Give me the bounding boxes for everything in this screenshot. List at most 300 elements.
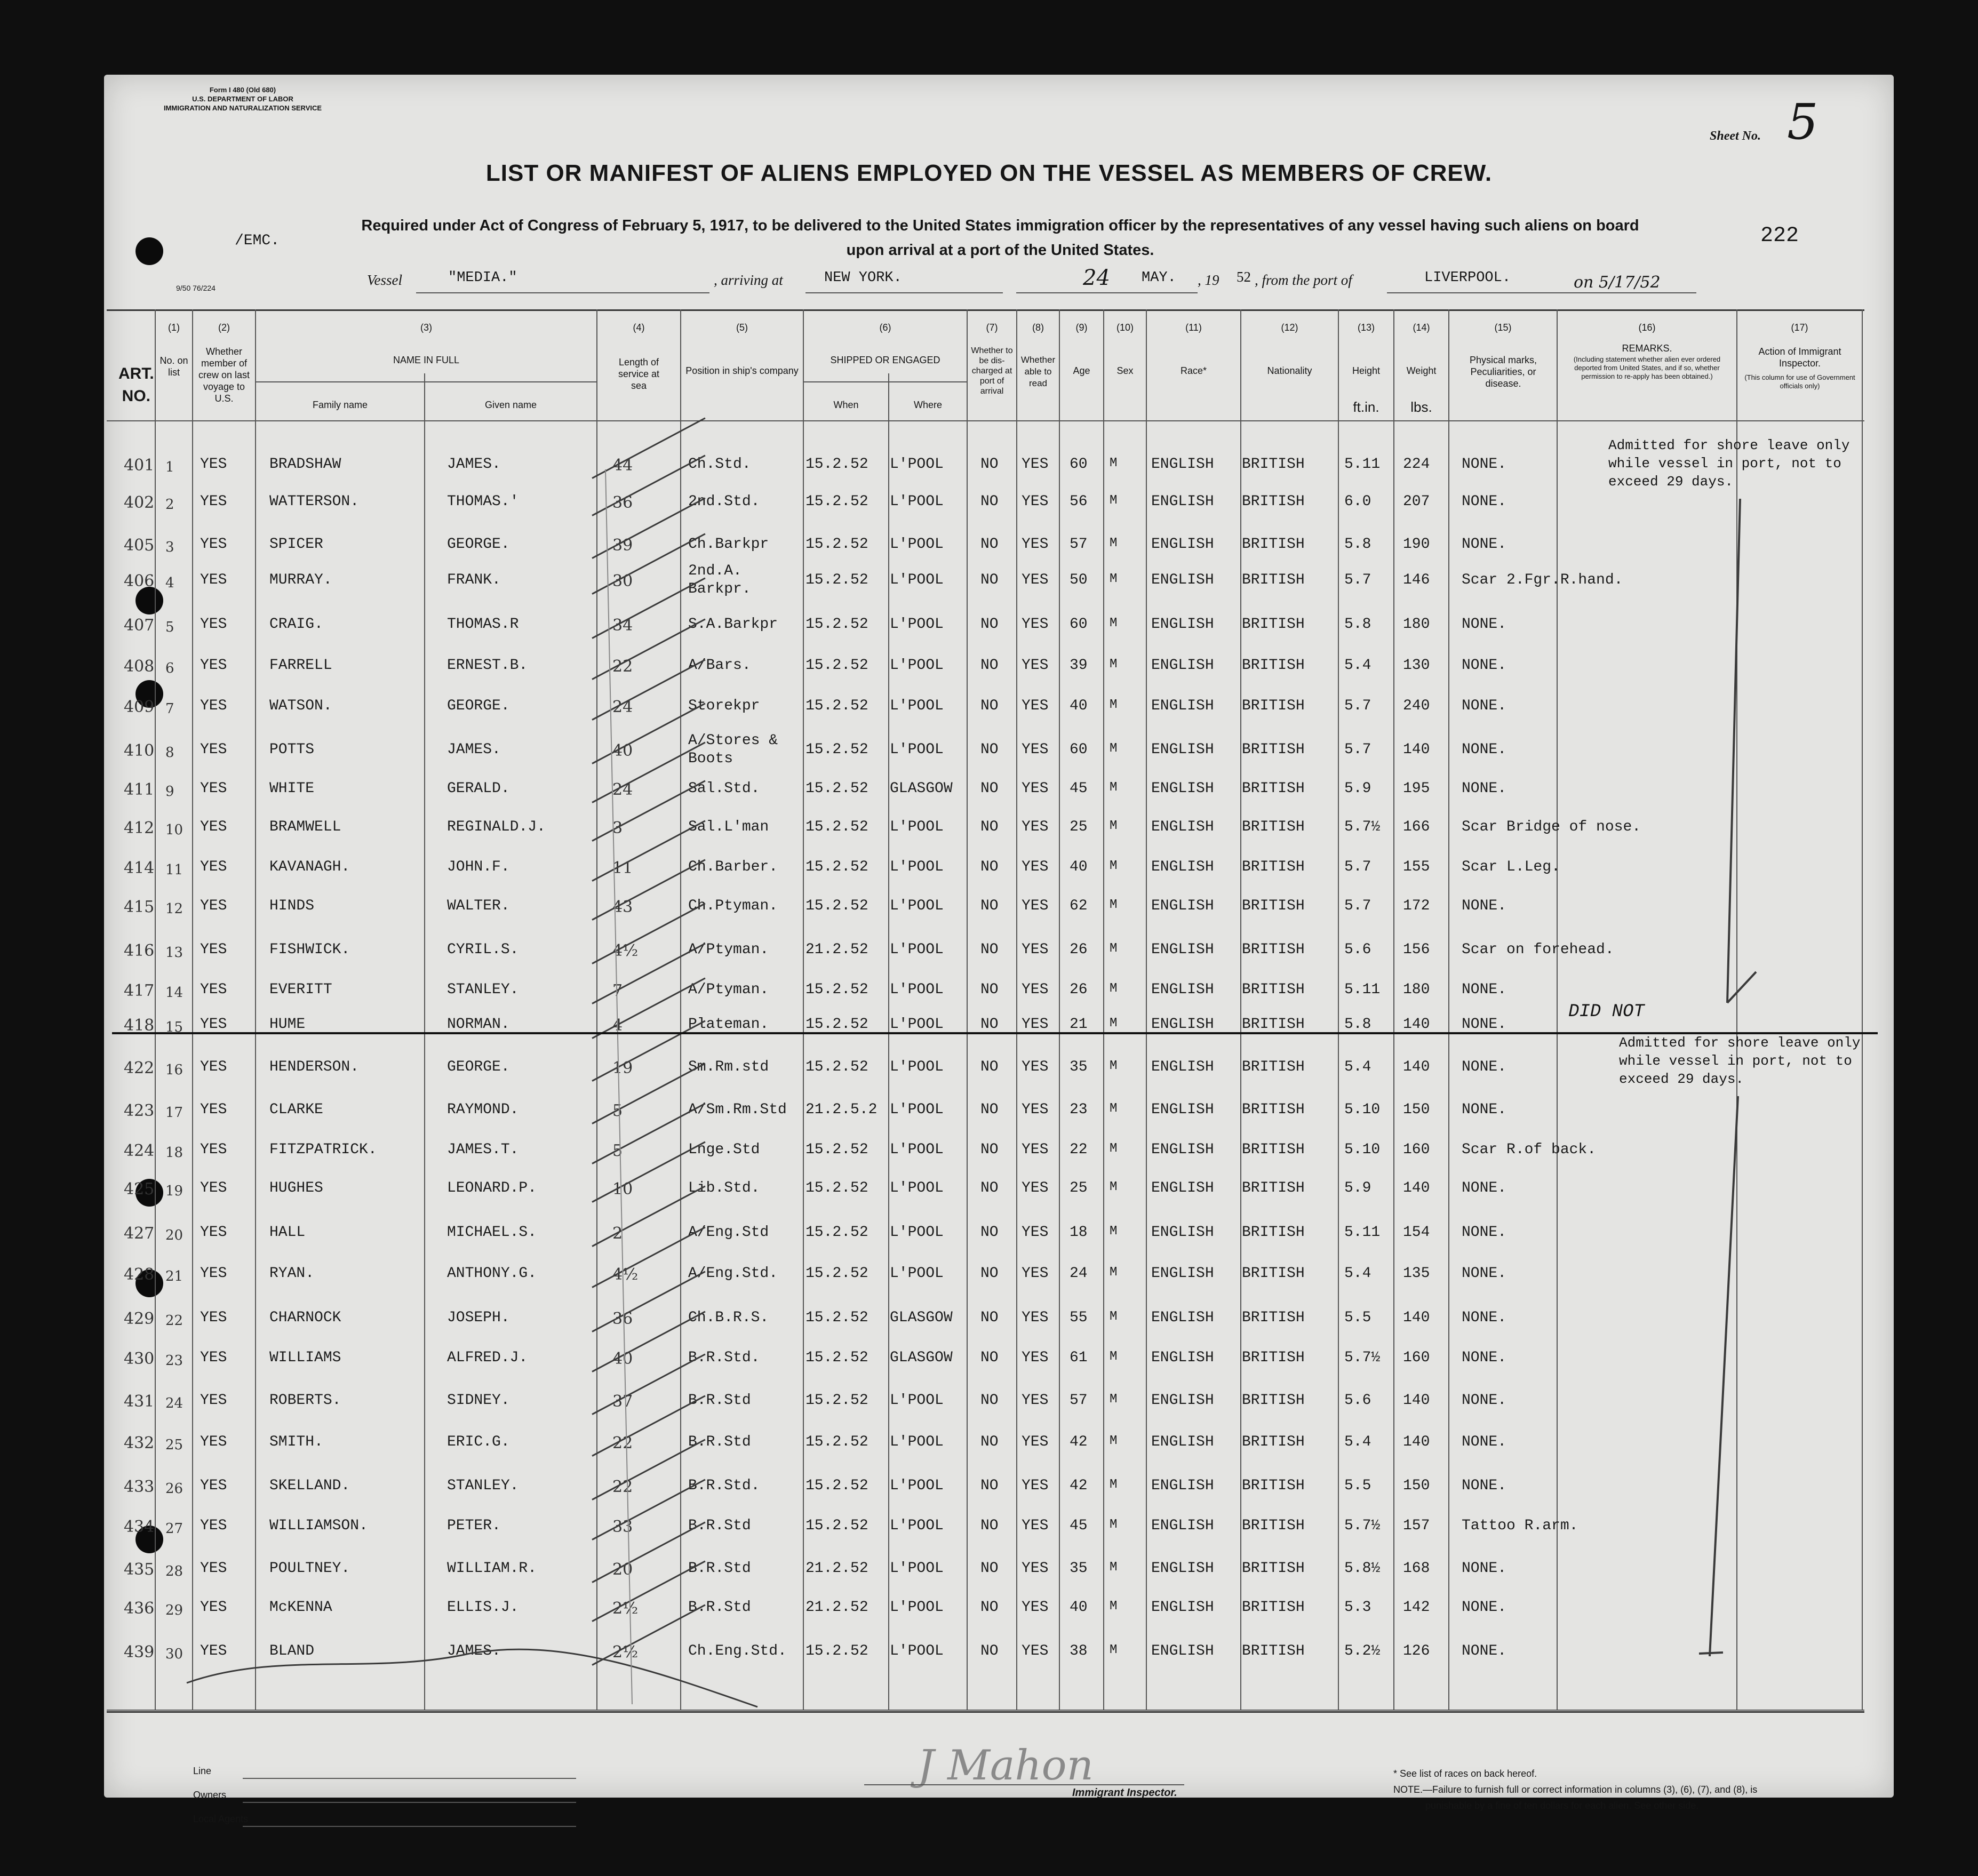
list-number: 13 xyxy=(165,945,184,961)
engaged-date: 15.2.52 xyxy=(805,1224,868,1241)
discharge-flag: NO xyxy=(980,493,999,510)
family-name: McKENNA xyxy=(269,1599,332,1616)
family-name: SKELLAND. xyxy=(269,1478,350,1494)
able-to-read-flag: YES xyxy=(1022,780,1049,797)
engaged-port: L'POOL xyxy=(890,1180,944,1196)
ship-position: Ch.Eng.Std. xyxy=(688,1643,787,1659)
nationality: BRITISH xyxy=(1242,572,1305,588)
list-number: 30 xyxy=(165,1646,184,1662)
sex: M xyxy=(1110,572,1118,586)
given-name: ALFRED.J. xyxy=(447,1350,528,1366)
sex: M xyxy=(1110,1392,1118,1407)
arrival-day: 24 xyxy=(1083,266,1110,290)
sex: M xyxy=(1110,1310,1118,1324)
nationality: BRITISH xyxy=(1242,819,1305,835)
nationality: BRITISH xyxy=(1242,657,1305,674)
length-of-service: 34 xyxy=(612,616,633,635)
unit-ft-in: ft.in. xyxy=(1353,399,1379,415)
remark-line: exceed 29 days. xyxy=(1619,1071,1744,1087)
engaged-port: L'POOL xyxy=(890,1016,944,1033)
weight: 140 xyxy=(1403,1016,1430,1033)
height: 5.8 xyxy=(1344,616,1371,633)
ship-position: A/Ptyman. xyxy=(688,941,769,958)
age: 57 xyxy=(1070,1392,1088,1409)
art-number: 407 xyxy=(124,616,155,635)
weight: 195 xyxy=(1403,780,1430,797)
list-number: 26 xyxy=(165,1481,184,1497)
ship-position: B.R.Std. xyxy=(688,1350,760,1366)
sex: M xyxy=(1110,1434,1118,1448)
col-number: (11) xyxy=(1185,322,1202,333)
sex: M xyxy=(1110,698,1118,712)
height: 5.6 xyxy=(1344,1392,1371,1409)
weight: 240 xyxy=(1403,698,1430,714)
given-name: ANTHONY.G. xyxy=(447,1265,537,1282)
given-name: SIDNEY. xyxy=(447,1392,510,1409)
art-number: 436 xyxy=(124,1599,155,1618)
weight: 140 xyxy=(1403,1434,1430,1450)
crew-member-flag: YES xyxy=(200,1478,227,1494)
length-of-service: 30 xyxy=(612,572,633,590)
nationality: BRITISH xyxy=(1242,1518,1305,1534)
sex: M xyxy=(1110,536,1118,550)
height: 5.8 xyxy=(1344,1016,1371,1033)
nationality: BRITISH xyxy=(1242,1643,1305,1659)
length-of-service: 19 xyxy=(612,1059,633,1077)
service-column-sweep xyxy=(605,469,632,1704)
nationality: BRITISH xyxy=(1242,898,1305,914)
crew-member-flag: YES xyxy=(200,1059,227,1075)
col-number: (4) xyxy=(633,322,645,333)
height: 5.7 xyxy=(1344,698,1371,714)
engaged-date: 15.2.52 xyxy=(805,1392,868,1409)
discharge-flag: NO xyxy=(980,1350,999,1366)
discharge-flag: NO xyxy=(980,1599,999,1616)
crew-member-flag: YES xyxy=(200,1392,227,1409)
ship-position: B.R.Std xyxy=(688,1560,751,1577)
physical-marks: Scar 2.Fgr.R.hand. xyxy=(1462,572,1623,588)
family-name: WILLIAMS xyxy=(269,1350,341,1366)
footer-note xyxy=(1393,1766,1757,1814)
note-line: NOTE.—Failure to furnish full or correct information in columns (3), (6), (7), and (8), is xyxy=(1393,1784,1758,1795)
header-remarks-note: (Including statement whether alien ever ordered deported from United States, and if so, whether permission to re-apply has been obtained.) xyxy=(1573,355,1721,380)
weight: 140 xyxy=(1403,1310,1430,1326)
race: ENGLISH xyxy=(1151,780,1214,797)
given-name: FRANK. xyxy=(447,572,501,588)
art-number: 430 xyxy=(124,1350,155,1368)
engaged-port: L'POOL xyxy=(890,572,944,588)
family-name: BRADSHAW xyxy=(269,456,341,473)
weight: 140 xyxy=(1403,1059,1430,1075)
engaged-port: L'POOL xyxy=(890,1434,944,1450)
given-name: THOMAS.R xyxy=(447,616,519,633)
given-name: ERNEST.B. xyxy=(447,657,528,674)
discharge-flag: NO xyxy=(980,898,999,914)
engaged-port: L'POOL xyxy=(890,1560,944,1577)
emc-code: /EMC. xyxy=(235,233,280,249)
crew-member-flag: YES xyxy=(200,456,227,473)
length-of-service: 22 xyxy=(612,1434,633,1452)
race: ENGLISH xyxy=(1151,657,1214,674)
list-number: 18 xyxy=(165,1145,184,1161)
art-number: 410 xyxy=(124,741,155,760)
header-shipped: SHIPPED OR ENGAGED xyxy=(830,355,940,365)
age: 18 xyxy=(1070,1224,1088,1241)
col-number: (13) xyxy=(1357,322,1375,333)
nationality: BRITISH xyxy=(1242,1016,1305,1033)
discharge-flag: NO xyxy=(980,616,999,633)
race: ENGLISH xyxy=(1151,456,1214,473)
art-number: 429 xyxy=(124,1310,155,1328)
engaged-port: L'POOL xyxy=(890,981,944,998)
given-name: RAYMOND. xyxy=(447,1101,519,1118)
engaged-port: L'POOL xyxy=(890,819,944,835)
art-number: 433 xyxy=(124,1478,155,1496)
ship-position: Ch.Barber. xyxy=(688,859,778,875)
age: 35 xyxy=(1070,1560,1088,1577)
height: 5.9 xyxy=(1344,1180,1371,1196)
header-family-name: Family name xyxy=(312,400,368,410)
engaged-date: 15.2.52 xyxy=(805,1518,868,1534)
ship-position: 2nd.Std. xyxy=(688,493,760,510)
weight: 150 xyxy=(1403,1478,1430,1494)
engaged-date: 15.2.52 xyxy=(805,898,868,914)
race: ENGLISH xyxy=(1151,981,1214,998)
given-name: LEONARD.P. xyxy=(447,1180,537,1196)
age: 60 xyxy=(1070,741,1088,758)
sex: M xyxy=(1110,1599,1118,1614)
age: 56 xyxy=(1070,493,1088,510)
length-of-service: 4½ xyxy=(612,1265,639,1284)
art-number: 418 xyxy=(124,1016,155,1035)
age: 21 xyxy=(1070,1016,1088,1033)
crew-member-flag: YES xyxy=(200,859,227,875)
able-to-read-flag: YES xyxy=(1022,1016,1049,1033)
crew-member-flag: YES xyxy=(200,616,227,633)
able-to-read-flag: YES xyxy=(1022,1224,1049,1241)
family-name: POULTNEY. xyxy=(269,1560,350,1577)
given-name: JOHN.F. xyxy=(447,859,510,875)
col-number: (3) xyxy=(420,322,432,333)
nationality: BRITISH xyxy=(1242,780,1305,797)
race: ENGLISH xyxy=(1151,1141,1214,1158)
requirement-line: Required under Act of Congress of February 5, 1917, to be delivered to the United States immigration officer by the representatives of any vessel having such aliens on board xyxy=(361,217,1639,234)
sex: M xyxy=(1110,859,1118,873)
given-name: STANLEY. xyxy=(447,1478,519,1494)
able-to-read-flag: YES xyxy=(1022,657,1049,674)
nationality: BRITISH xyxy=(1242,1350,1305,1366)
form-line: Form I 480 (Old 680) xyxy=(209,86,276,94)
discharge-flag: NO xyxy=(980,741,999,758)
sheet-number: 5 xyxy=(1787,93,1819,150)
discharge-flag: NO xyxy=(980,1141,999,1158)
weight: 168 xyxy=(1403,1560,1430,1577)
ship-position: A/Ptyman. xyxy=(688,981,769,998)
weight: 150 xyxy=(1403,1101,1430,1118)
sheet-label: Sheet No. xyxy=(1710,129,1761,143)
header-given-name: Given name xyxy=(484,400,537,410)
ship-position: A/Sm.Rm.Std xyxy=(688,1101,787,1118)
sex: M xyxy=(1110,493,1118,508)
discharge-flag: NO xyxy=(980,1478,999,1494)
race: ENGLISH xyxy=(1151,1518,1214,1534)
sex: M xyxy=(1110,1518,1118,1532)
family-name: HUGHES xyxy=(269,1180,323,1196)
art-number: 424 xyxy=(124,1141,155,1160)
footer-line-label: Line xyxy=(193,1766,212,1776)
col-number: (6) xyxy=(879,322,891,333)
engaged-port: L'POOL xyxy=(890,616,944,633)
nationality: BRITISH xyxy=(1242,1224,1305,1241)
engaged-date: 15.2.52 xyxy=(805,1016,868,1033)
engaged-date: 15.2.52 xyxy=(805,859,868,875)
crew-member-flag: YES xyxy=(200,1599,227,1616)
discharge-flag: NO xyxy=(980,1434,999,1450)
height: 5.10 xyxy=(1344,1101,1381,1118)
crew-member-flag: YES xyxy=(200,1224,227,1241)
engaged-port: L'POOL xyxy=(890,741,944,758)
able-to-read-flag: YES xyxy=(1022,1434,1049,1450)
able-to-read-flag: YES xyxy=(1022,1643,1049,1659)
ship-position: A/Eng.Std xyxy=(688,1224,769,1241)
able-to-read-flag: YES xyxy=(1022,741,1049,758)
note-line: punishable by a fine of ten dollars for each alien. See other side. xyxy=(1425,1800,1699,1811)
page-code: 222 xyxy=(1760,224,1799,248)
family-name: BLAND xyxy=(269,1643,315,1659)
art-number: 435 xyxy=(124,1560,155,1579)
remark-did-not: DID NOT xyxy=(1568,1002,1645,1022)
vessel-name: "MEDIA." xyxy=(448,270,517,286)
engaged-port: L'POOL xyxy=(890,493,944,510)
race: ENGLISH xyxy=(1151,1101,1214,1118)
ship-position: Ch.Ptyman. xyxy=(688,898,778,914)
engaged-date: 15.2.52 xyxy=(805,1643,868,1659)
header-nationality: Nationality xyxy=(1267,365,1312,376)
height: 6.0 xyxy=(1344,493,1371,510)
length-of-service: 4½ xyxy=(612,941,639,960)
engaged-date: 15.2.52 xyxy=(805,1265,868,1282)
physical-marks: NONE. xyxy=(1462,1560,1507,1577)
physical-marks: NONE. xyxy=(1462,780,1507,797)
physical-marks: NONE. xyxy=(1462,1643,1507,1659)
able-to-read-flag: YES xyxy=(1022,1518,1049,1534)
family-name: MURRAY. xyxy=(269,572,332,588)
engaged-date: 15.2.52 xyxy=(805,698,868,714)
ship-position: Storekpr xyxy=(688,698,760,714)
physical-marks: Tattoo R.arm. xyxy=(1462,1518,1578,1534)
family-name: WATTERSON. xyxy=(269,493,360,510)
able-to-read-flag: YES xyxy=(1022,1310,1049,1326)
header-where: Where xyxy=(913,400,942,410)
physical-marks: NONE. xyxy=(1462,616,1507,633)
footer-agents-underline xyxy=(243,1826,576,1827)
height: 5.8½ xyxy=(1344,1560,1381,1577)
engaged-date: 15.2.52 xyxy=(805,1434,868,1450)
weight: 140 xyxy=(1403,741,1430,758)
physical-marks: Scar L.Leg. xyxy=(1462,859,1560,875)
nationality: BRITISH xyxy=(1242,1560,1305,1577)
length-of-service: 5 xyxy=(612,1141,623,1160)
engaged-port: GLASGOW xyxy=(890,1310,953,1326)
sex: M xyxy=(1110,1350,1118,1364)
header-sex: Sex xyxy=(1116,365,1134,376)
given-name: JAMES. xyxy=(447,456,501,473)
crew-member-flag: YES xyxy=(200,493,227,510)
sex: M xyxy=(1110,1141,1118,1156)
header-position: Position in ship's company xyxy=(685,365,799,376)
weight: 142 xyxy=(1403,1599,1430,1616)
discharge-flag: NO xyxy=(980,1518,999,1534)
art-number: 405 xyxy=(124,536,155,555)
art-number: 423 xyxy=(124,1101,155,1120)
physical-marks: NONE. xyxy=(1462,1434,1507,1450)
height: 5.4 xyxy=(1344,1434,1371,1450)
height: 5.7½ xyxy=(1344,1518,1381,1534)
art-number: 406 xyxy=(124,572,155,590)
race: ENGLISH xyxy=(1151,536,1214,553)
discharge-flag: NO xyxy=(980,859,999,875)
height: 5.5 xyxy=(1344,1310,1371,1326)
able-to-read-flag: YES xyxy=(1022,456,1049,473)
footer-owners-label: Owners xyxy=(193,1790,227,1800)
engaged-port: L'POOL xyxy=(890,657,944,674)
crew-member-flag: YES xyxy=(200,1310,227,1326)
race: ENGLISH xyxy=(1151,1478,1214,1494)
sex: M xyxy=(1110,1478,1118,1492)
able-to-read-flag: YES xyxy=(1022,941,1049,958)
age: 62 xyxy=(1070,898,1088,914)
engaged-date: 15.2.52 xyxy=(805,1310,868,1326)
ship-position: B.R.Std xyxy=(688,1599,751,1616)
given-name: REGINALD.J. xyxy=(447,819,546,835)
list-number: 2 xyxy=(165,497,174,513)
crew-member-flag: YES xyxy=(200,1141,227,1158)
given-name: JAMES.T. xyxy=(447,1141,519,1158)
weight: 172 xyxy=(1403,898,1430,914)
age: 45 xyxy=(1070,780,1088,797)
family-name: WILLIAMSON. xyxy=(269,1518,368,1534)
weight: 130 xyxy=(1403,657,1430,674)
given-name: WILLIAM.R. xyxy=(447,1560,537,1577)
length-of-service: 2½ xyxy=(612,1643,639,1662)
race: ENGLISH xyxy=(1151,1560,1214,1577)
discharge-flag: NO xyxy=(980,1101,999,1118)
nationality: BRITISH xyxy=(1242,1101,1305,1118)
engaged-port: L'POOL xyxy=(890,1224,944,1241)
physical-marks: Scar Bridge of nose. xyxy=(1462,819,1641,835)
art-number: 415 xyxy=(124,898,155,916)
age: 42 xyxy=(1070,1478,1088,1494)
engaged-port: L'POOL xyxy=(890,1059,944,1075)
engaged-port: L'POOL xyxy=(890,1643,944,1659)
able-to-read-flag: YES xyxy=(1022,981,1049,998)
arrival-month: MAY. xyxy=(1142,270,1176,286)
discharge-flag: NO xyxy=(980,780,999,797)
remark-bracket xyxy=(1727,499,1756,1003)
length-of-service: 24 xyxy=(612,780,633,799)
physical-marks: NONE. xyxy=(1462,1059,1507,1075)
given-name: ELLIS.J. xyxy=(447,1599,519,1616)
race: ENGLISH xyxy=(1151,493,1214,510)
sex: M xyxy=(1110,1265,1118,1280)
ship-position: B.R.Std xyxy=(688,1392,751,1409)
discharge-flag: NO xyxy=(980,1016,999,1033)
ship-position: S.A.Barkpr xyxy=(688,616,778,633)
vessel-label: Vessel xyxy=(367,272,402,288)
physical-marks: NONE. xyxy=(1462,981,1507,998)
list-number: 28 xyxy=(165,1563,184,1579)
age: 22 xyxy=(1070,1141,1088,1158)
col-number: (17) xyxy=(1791,322,1808,333)
height: 5.8 xyxy=(1344,536,1371,553)
family-name: KAVANAGH. xyxy=(269,859,350,875)
sex: M xyxy=(1110,1016,1118,1031)
race: ENGLISH xyxy=(1151,1265,1214,1282)
age: 45 xyxy=(1070,1518,1088,1534)
engaged-date: 15.2.52 xyxy=(805,572,868,588)
length-of-service: 20 xyxy=(612,1560,633,1579)
discharge-flag: NO xyxy=(980,1643,999,1659)
col-number: (15) xyxy=(1494,322,1512,333)
discharge-flag: NO xyxy=(980,1224,999,1241)
height: 5.4 xyxy=(1344,657,1371,674)
race: ENGLISH xyxy=(1151,1392,1214,1409)
physical-marks: Scar on forehead. xyxy=(1462,941,1614,958)
sex: M xyxy=(1110,819,1118,833)
header-no-on-list: No. on list xyxy=(159,355,188,378)
discharge-flag: NO xyxy=(980,657,999,674)
able-to-read-flag: YES xyxy=(1022,1141,1049,1158)
height: 5.7 xyxy=(1344,898,1371,914)
art-number: 425 xyxy=(124,1180,155,1199)
physical-marks: NONE. xyxy=(1462,1265,1507,1282)
able-to-read-flag: YES xyxy=(1022,616,1049,633)
ship-position: A/Bars. xyxy=(688,657,751,674)
engaged-port: L'POOL xyxy=(890,941,944,958)
crew-member-flag: YES xyxy=(200,1101,227,1118)
list-number: 4 xyxy=(165,575,174,591)
family-name: CLARKE xyxy=(269,1101,323,1118)
family-name: HUME xyxy=(269,1016,306,1033)
header-able-read: Whether able to read xyxy=(1020,355,1056,388)
family-name: FARRELL xyxy=(269,657,332,674)
able-to-read-flag: YES xyxy=(1022,572,1049,588)
nationality: BRITISH xyxy=(1242,1265,1305,1282)
race: ENGLISH xyxy=(1151,1643,1214,1659)
nationality: BRITISH xyxy=(1242,981,1305,998)
physical-marks: NONE. xyxy=(1462,698,1507,714)
crew-member-flag: YES xyxy=(200,1265,227,1282)
ship-position: A/Stores & Boots xyxy=(688,732,778,767)
length-of-service: 22 xyxy=(612,657,633,676)
arriving-label: , arriving at xyxy=(714,272,783,288)
sex: M xyxy=(1110,1560,1118,1575)
physical-marks: NONE. xyxy=(1462,536,1507,553)
discharge-flag: NO xyxy=(980,456,999,473)
ship-position: Lnge.Std xyxy=(688,1141,760,1158)
footer-owners-underline xyxy=(243,1802,576,1803)
physical-marks: NONE. xyxy=(1462,1478,1507,1494)
engaged-port: L'POOL xyxy=(890,1101,944,1118)
discharge-flag: NO xyxy=(980,536,999,553)
race: ENGLISH xyxy=(1151,1016,1214,1033)
sex: M xyxy=(1110,1643,1118,1657)
age: 25 xyxy=(1070,819,1088,835)
engaged-date: 15.2.52 xyxy=(805,1141,868,1158)
physical-marks: NONE. xyxy=(1462,1599,1507,1616)
engaged-date: 21.2.52 xyxy=(805,941,868,958)
crew-member-flag: YES xyxy=(200,1518,227,1534)
